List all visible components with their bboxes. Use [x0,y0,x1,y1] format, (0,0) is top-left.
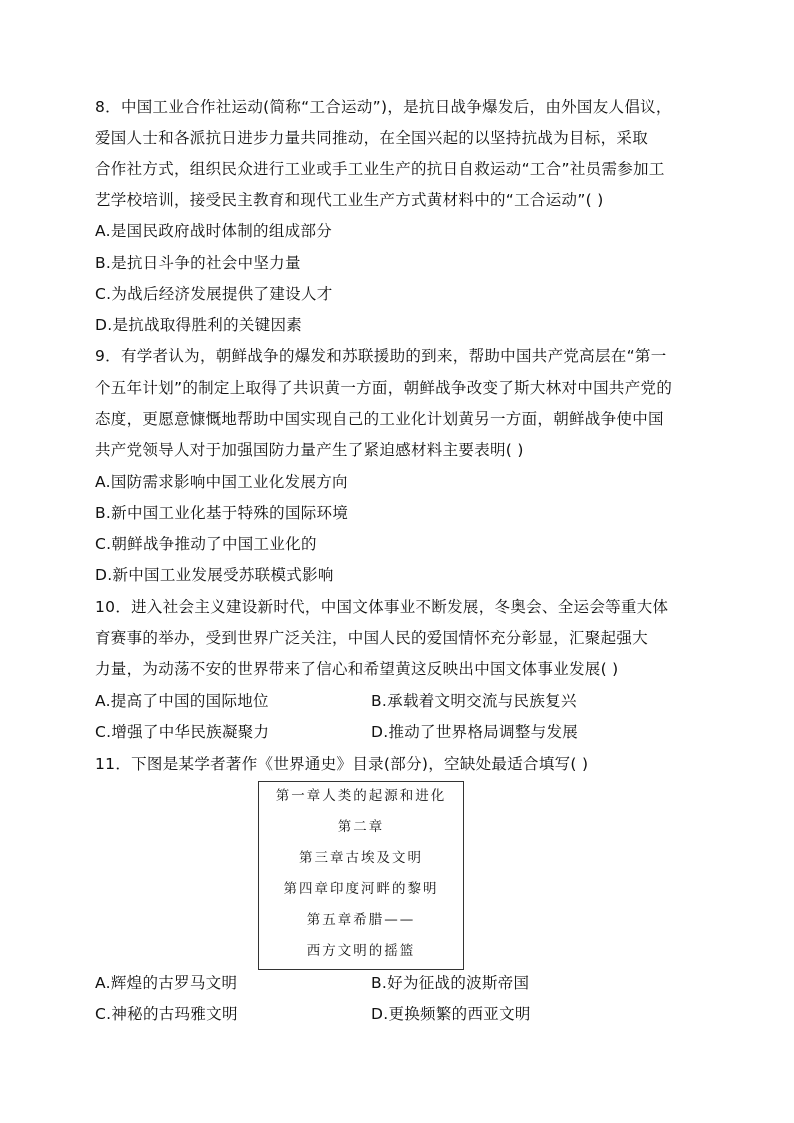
question-8-option-a[interactable]: A.是国民政府战时体制的组成部分 [95,222,333,240]
question-8-stem-line: 8．中国工业合作社运动(简称“工合运动”)，是抗日战争爆发后，由外国友人倡议， [95,98,672,116]
question-11-option-d[interactable]: D.更换频繁的西亚文明 [371,1005,531,1023]
question-10-stem-line: 力量，为动荡不安的世界带来了信心和希望黄这反映出中国文体事业发展( ) [95,660,619,678]
question-9-option-c[interactable]: C.朝鲜战争推动了中国工业化的 [95,535,317,553]
question-10-stem-line: 10．进入社会主义建设新时代，中国文体事业不断发展，冬奥会、全运会等重大体 [95,598,669,616]
question-8-option-b[interactable]: B.是抗日斗争的社会中坚力量 [95,254,301,272]
question-11-option-c[interactable]: C.神秘的古玛雅文明 [95,1005,238,1023]
question-9-option-b[interactable]: B.新中国工业化基于特殊的国际环境 [95,504,349,522]
toc-chapter-4: 第四章印度河畔的黎明 [283,881,439,897]
question-9-option-d[interactable]: D.新中国工业发展受苏联模式影响 [95,566,334,584]
question-11-stem-line: 11．下图是某学者著作《世界通史》目录(部分)，空缺处最适合填写( ) [95,755,589,773]
question-10-option-c[interactable]: C.增强了中华民族凝聚力 [95,723,270,741]
question-8-stem-line: 爱国人士和各派抗日进步力量共同推动，在全国兴起的以坚持抗战为目标，采取 [95,129,649,147]
question-8-option-d[interactable]: D.是抗战取得胜利的关键因素 [95,316,303,334]
question-8-stem-line: 合作社方式，组织民众进行工业或手工业生产的抗日自救运动“工合”社员需参加工 [95,160,665,178]
toc-chapter-3: 第三章古埃及文明 [299,850,423,866]
toc-chapter-5-subtitle: 西方文明的摇篮 [306,943,416,959]
question-8-option-c[interactable]: C.为战后经济发展提供了建设人才 [95,285,333,303]
question-10-option-d[interactable]: D.推动了世界格局调整与发展 [371,723,579,741]
question-9-stem-line: 个五年计划”的制定上取得了共识黄一方面，朝鲜战争改变了斯大林对中国共产党的 [95,379,673,397]
question-10-stem-line: 育赛事的举办，受到世界广泛关注，中国人民的爱国情怀充分彰显，汇聚起强大 [95,629,649,647]
question-9-option-a[interactable]: A.国防需求影响中国工业化发展方向 [95,473,348,491]
question-9-stem-line: 9．有学者认为，朝鲜战争的爆发和苏联援助的到来，帮助中国共产党高层在“第一 [95,347,667,365]
question-10-option-b[interactable]: B.承载着文明交流与民族复兴 [371,692,577,710]
toc-chapter-5: 第五章希腊—— [306,912,416,928]
question-9-stem-line: 共产党领导人对于加强国防力量产生了紧迫感材料主要表明( ) [95,441,524,459]
question-11-option-b[interactable]: B.好为征战的波斯帝国 [371,974,530,992]
toc-chapter-2-blank: 第二章 [337,819,385,835]
toc-chapter-1: 第一章人类的起源和进化 [275,788,447,804]
question-9-stem-line: 态度，更愿意慷慨地帮助中国实现自己的工业化计划黄另一方面，朝鲜战争使中国 [95,410,664,428]
table-of-contents-box [258,781,464,970]
question-11-option-a[interactable]: A.辉煌的古罗马文明 [95,974,238,992]
question-10-option-a[interactable]: A.提高了中国的国际地位 [95,692,269,710]
question-8-stem-line: 艺学校培训，接受民主教育和现代工业生产方式黄材料中的“工合运动”( ) [95,191,604,209]
